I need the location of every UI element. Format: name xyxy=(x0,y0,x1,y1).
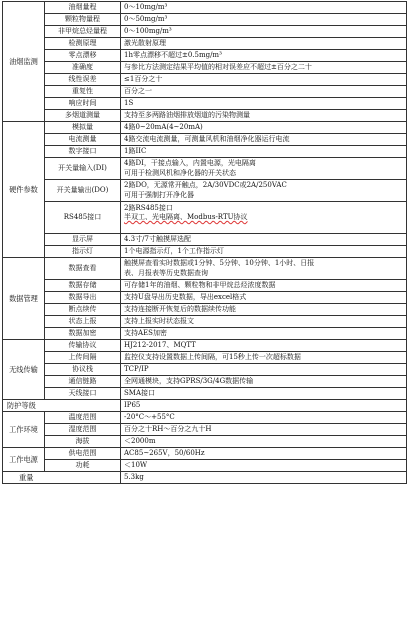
item-value: 支持U盘导出历史数据，导出excel格式 xyxy=(121,292,407,304)
group-label: 工作电源 xyxy=(3,448,45,472)
group-label: 工作环境 xyxy=(3,412,45,448)
item-label: 指示灯 xyxy=(45,246,121,258)
item-label: 油烟量程 xyxy=(45,2,121,14)
item-label: 天线接口 xyxy=(45,388,121,400)
table-row xyxy=(3,146,407,158)
table-row xyxy=(3,258,407,280)
item-label: 数字接口 xyxy=(45,146,121,158)
item-label: 数据查看 xyxy=(45,258,121,280)
table-row xyxy=(3,2,407,14)
item-value: 支持至多两路油烟排放烟道的污染物测量 xyxy=(121,110,407,122)
item-label: 数据导出 xyxy=(45,292,121,304)
item-value: HJ212-2017、MQTT xyxy=(121,340,407,352)
table-row xyxy=(3,352,407,364)
item-label: 检测原理 xyxy=(45,38,121,50)
table-row xyxy=(3,74,407,86)
item-label: 线性误差 xyxy=(45,74,121,86)
table-row xyxy=(3,50,407,62)
item-value: AC85~265V，50/60Hz xyxy=(121,448,407,460)
table-row xyxy=(3,202,407,234)
item-label: 协议栈 xyxy=(45,364,121,376)
table-row xyxy=(3,448,407,460)
item-value xyxy=(121,202,407,234)
table-row xyxy=(3,460,407,472)
item-value: ≤1百分之十 xyxy=(121,74,407,86)
group-label: 硬件参数 xyxy=(3,122,45,258)
item-label: 功耗 xyxy=(45,460,121,472)
value-line: 表、月报表等历史数据查询 xyxy=(124,268,208,277)
item-label: 开关量输入(DI) xyxy=(45,158,121,180)
item-value: IP65 xyxy=(121,400,407,412)
spec-table xyxy=(2,1,407,484)
table-row xyxy=(3,246,407,258)
table-row xyxy=(3,180,407,202)
item-value: 1h零点漂移不超过±0.5mg/m³ xyxy=(121,50,407,62)
table-row xyxy=(3,122,407,134)
table-row xyxy=(3,292,407,304)
table-row xyxy=(3,158,407,180)
item-value: 监控仪支持设置数据上传间隔，可15秒上传一次超标数据 xyxy=(121,352,407,364)
item-value: 0～50mg/m³ xyxy=(121,14,407,26)
item-label: 多烟道测量 xyxy=(45,110,121,122)
item-label: 供电范围 xyxy=(45,448,121,460)
table-row xyxy=(3,376,407,388)
item-label: 温度范围 xyxy=(45,412,121,424)
item-value: 1S xyxy=(121,98,407,110)
value-line: 半双工、光电隔离、Modbus-RTU协议 xyxy=(124,212,248,221)
value-line: 触摸屏查看实时数据或1分钟、5分钟、10分钟、1小时、日报 xyxy=(124,259,315,268)
group-label: 油烟监测 xyxy=(3,2,45,122)
table-row xyxy=(3,364,407,376)
item-value: 1路IIC xyxy=(121,146,407,158)
item-label: 湿度范围 xyxy=(45,424,121,436)
table-row xyxy=(3,26,407,38)
table-row xyxy=(3,388,407,400)
item-value: 支持AES加密 xyxy=(121,328,407,340)
item-label: 电流测量 xyxy=(45,134,121,146)
item-label: 断点续传 xyxy=(45,304,121,316)
item-label: 重复性 xyxy=(45,86,121,98)
table-row xyxy=(3,234,407,246)
item-value: ＜10W xyxy=(121,460,407,472)
item-label: 颗粒物量程 xyxy=(45,14,121,26)
value-line xyxy=(124,222,403,231)
item-value: 与参比方法测定结果平均值的相对误差应不超过±百分之二十 xyxy=(121,62,407,74)
item-label: 开关量输出(DO) xyxy=(45,180,121,202)
item-value xyxy=(121,158,407,180)
item-label: 准确度 xyxy=(45,62,121,74)
item-label: RS485接口 xyxy=(45,202,121,234)
table-row xyxy=(3,412,407,424)
table-row xyxy=(3,316,407,328)
item-value: 全网通模块，支持GPRS/3G/4G数据传输 xyxy=(121,376,407,388)
item-label: 零点漂移 xyxy=(45,50,121,62)
item-value: SMA接口 xyxy=(121,388,407,400)
item-label: 通信链路 xyxy=(45,376,121,388)
item-label: 状态上报 xyxy=(45,316,121,328)
item-label: 模拟量 xyxy=(45,122,121,134)
table-row xyxy=(3,62,407,74)
item-value: 1个电源指示灯，1个工作指示灯 xyxy=(121,246,407,258)
item-value: 0～100mg/m³ xyxy=(121,26,407,38)
value-line: 可用于强制打开净化器 xyxy=(124,190,194,199)
item-value: 可存储1年的油烟、颗粒物和非甲烷总烃浓度数据 xyxy=(121,280,407,292)
item-value: 4.3寸/7寸触摸屏选配 xyxy=(121,234,407,246)
item-value: 百分之一 xyxy=(121,86,407,98)
item-value: 激光散射原理 xyxy=(121,38,407,50)
item-label: 响应时间 xyxy=(45,98,121,110)
item-value: 支持连接断开恢复后的数据续传功能 xyxy=(121,304,407,316)
item-label: 海拔 xyxy=(45,436,121,448)
item-value: TCP/IP xyxy=(121,364,407,376)
item-value: 支持上报实时状态报文 xyxy=(121,316,407,328)
table-row xyxy=(3,38,407,50)
value-line: 2路RS485接口 xyxy=(124,203,173,212)
table-row xyxy=(3,472,407,484)
item-value: 4路交流电流测量，可测量风机和油烟净化器运行电流 xyxy=(121,134,407,146)
item-value xyxy=(121,258,407,280)
value-line: 4路DI，干接点输入，内置电源，光电隔离 xyxy=(124,159,256,168)
item-label: 数据加密 xyxy=(45,328,121,340)
item-label: 非甲烷总烃量程 xyxy=(45,26,121,38)
table-row xyxy=(3,424,407,436)
item-label: 重量 xyxy=(3,472,121,484)
item-label: 传输协议 xyxy=(45,340,121,352)
item-value: 百分之十RH～百分之九十H xyxy=(121,424,407,436)
item-value: ＜2000m xyxy=(121,436,407,448)
item-label: 数据存储 xyxy=(45,280,121,292)
value-line: 可用于检测风机和净化器的开关状态 xyxy=(124,168,236,177)
table-row xyxy=(3,328,407,340)
item-value: -20°C～+55°C xyxy=(121,412,407,424)
item-value: 0～10mg/m³ xyxy=(121,2,407,14)
item-label: 防护等级 xyxy=(3,400,121,412)
table-row xyxy=(3,98,407,110)
table-row xyxy=(3,340,407,352)
table-row xyxy=(3,280,407,292)
item-label: 显示屏 xyxy=(45,234,121,246)
table-row xyxy=(3,110,407,122)
group-label: 数据管理 xyxy=(3,258,45,340)
table-row xyxy=(3,14,407,26)
value-line: 2路DO，无源常开触点，2A/30VDC或2A/250VAC xyxy=(124,181,287,190)
item-value: 4路0~20mA(4~20mA) xyxy=(121,122,407,134)
table-row xyxy=(3,400,407,412)
group-label: 无线传输 xyxy=(3,340,45,400)
table-row xyxy=(3,134,407,146)
item-label: 上传间隔 xyxy=(45,352,121,364)
table-row xyxy=(3,436,407,448)
table-row xyxy=(3,304,407,316)
table-row xyxy=(3,86,407,98)
item-value: 5.3kg xyxy=(121,472,407,484)
item-value xyxy=(121,180,407,202)
spec-sheet xyxy=(2,1,406,484)
